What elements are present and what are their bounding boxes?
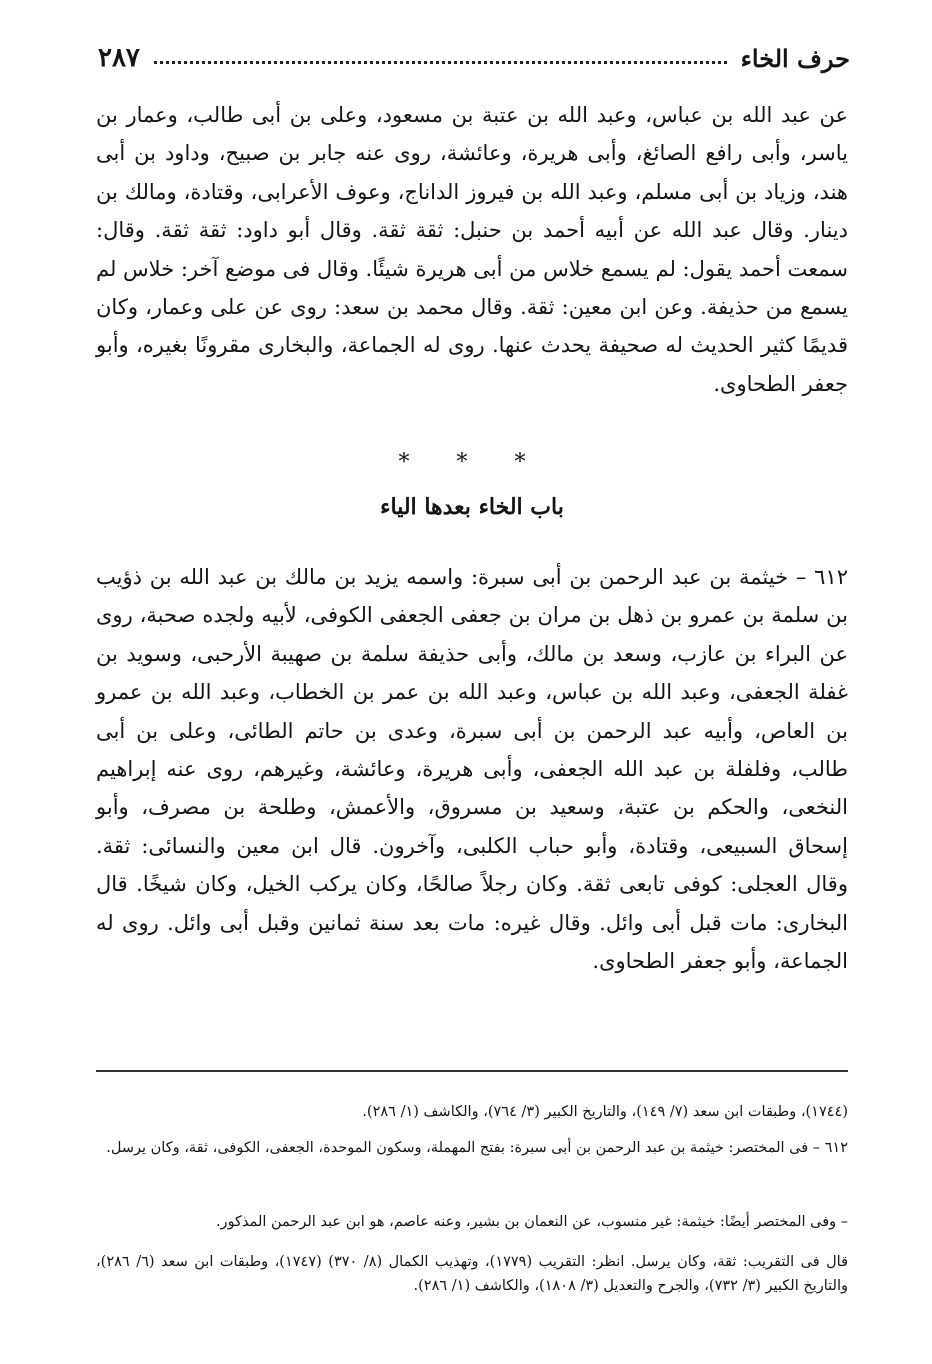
header-dotted-leader <box>154 61 727 64</box>
running-title: حرف الخاء <box>740 43 850 73</box>
page-number: ٢٨٧ <box>98 43 140 73</box>
footnote-line: ٦١٢ – فى المختصر: خيثمة بن عبد الرحمن بن أبى سبرة: بفتح المهملة، وسكون الموحدة، الجعفى، الكوفى، ثقة، وكان يرسل. <box>106 1140 848 1156</box>
running-header <box>98 36 850 80</box>
section-separator: * * * <box>398 450 546 475</box>
chapter-title: باب الخاء بعدها الياء <box>380 494 564 520</box>
entry-612-paragraph: ٦١٢ – خيثمة بن عبد الرحمن بن أبى سبرة: واسمه يزيد بن مالك بن عبد الله بن ذؤيب بن سلمة بن عمرو بن ذهل بن مران بن جعفى الجعفى الكوفى، لأبيه ولجده صحبة، روى عن البراء بن عازب، وسعد بن مالك، وأبى حذيفة سلمة بن صهيبة الأرحبى، وسويد بن غفلة الجعفى، وعبد الله بن عباس، وعبد الله بن عمر بن الخطاب، وعبد الله بن عمرو بن العاص، وأبيه عبد الرحمن بن أبى سبرة، وعدى بن حاتم الطائى، وعلى بن أبى طالب، وفلفلة بن عبد الله الجعفى، وأبى هريرة، وعائشة، وغيرهم، روى عنه إبراهيم النخعى، والحكم بن عتبة، وسعيد بن مسروق، والأعمش، وطلحة بن مصرف، وأبو إسحاق السبيعى، وقتادة، وأبو حباب الكلبى، وآخرون. قال ابن معين والنسائى: ثقة. وقال العجلى: كوفى تابعى ثقة. وكان رجلاً صالحًا، وكان يركب الخيل، وكان شيخًا. قال البخارى: مات قبل أبى وائل. وقال غيره: مات بعد سنة ثمانين وقبل أبى وائل. روى له الجماعة، وأبو جعفر الطحاوى. <box>96 565 849 974</box>
body-paragraph-continued: عن عبد الله بن عباس، وعبد الله بن عتبة بن مسعود، وعلى بن أبى طالب، وعمار بن ياسر، وأبى رافع الصائغ، وأبى هريرة، وعائشة، روى عنه جابر بن صبيح، وداود بن أبى هند، وزياد بن أبى مسلم، وعبد الله بن فيروز الداناج، وعوف الأعرابى، وقتادة، ومالك بن دينار. وقال عبد الله عن أبيه أحمد بن حنبل: ثقة ثقة. وقال أبو داود: ثقة ثقة. وقال: سمعت أحمد يقول: لم يسمع خلاس من أبى هريرة شيئًا. وقال فى موضع آخر: خلاس لم يسمع من حذيفة. وعن ابن معين: ثقة. وقال محمد بن سعد: روى عن على وعمار، وكان قديمًا كثير الحديث له صحيفة يحدث عنها. روى له الجماعة، والبخارى مقرونًا بغيره، وأبو جعفر الطحاوى. <box>95 103 848 396</box>
footnote-line: – وفى المختصر أيضًا: خيثمة: غير منسوب، عن النعمان بن بشير، وعنه عاصم، هو ابن عبد الرحمن المذكور. <box>215 1214 848 1230</box>
footnote-line: (١٧٤٤)، وطبقات ابن سعد (٧/ ١٤٩)، والتاريخ الكبير (٣/ ٧٦٤)، والكاشف (١/ ٢٨٦). <box>362 1104 848 1120</box>
footnote-line: قال فى التقريب: ثقة، وكان يرسل. انظر: التقريب (١٧٧٩)، وتهذيب الكمال (٨/ ٣٧٠) (١٧٤٧)، وطبقات ابن سعد (٦/ ٢٨٦)، والتاريخ الكبير (٣/ ٧٣٢)، والجرح والتعديل (٣/ ١٨٠٨)، والكاشف (١/ ٢٨٦). <box>96 1254 849 1294</box>
footnote-divider <box>96 1070 848 1072</box>
